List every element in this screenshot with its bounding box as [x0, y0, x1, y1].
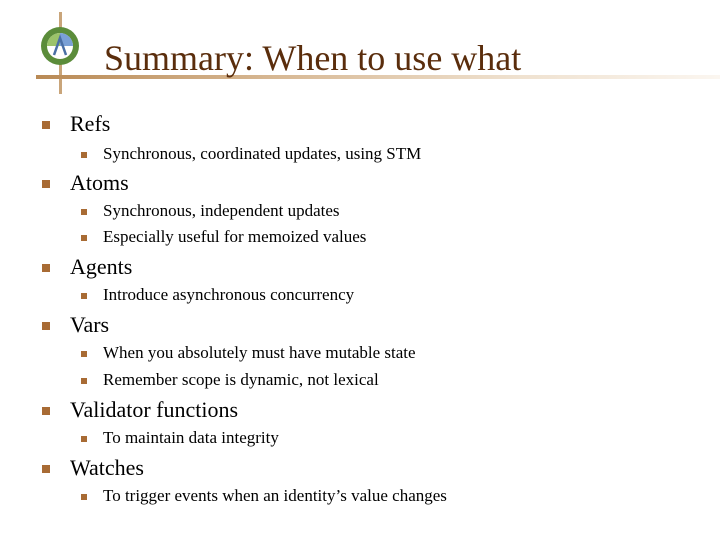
bullet-marker	[42, 322, 50, 330]
bullet-item-agents: Agents	[70, 254, 133, 279]
sub-bullet-marker	[81, 436, 87, 442]
sub-bullet-marker	[81, 378, 87, 384]
slide-title: Summary: When to use what	[104, 38, 522, 78]
bullet-item-vars: Vars	[70, 312, 110, 337]
sub-bullet-marker	[81, 293, 87, 299]
sub-bullet-marker	[81, 209, 87, 215]
bullet-marker	[42, 121, 50, 129]
sub-bullet-item: Introduce asynchronous concurrency	[103, 285, 355, 304]
bullet-item-refs: Refs	[70, 111, 111, 136]
sub-bullet-item: To trigger events when an identity’s value changes	[103, 486, 447, 505]
bullet-item-watches: Watches	[70, 455, 144, 480]
sub-bullet-item: Remember scope is dynamic, not lexical	[103, 370, 379, 389]
sub-bullet-item: Especially useful for memoized values	[103, 227, 367, 246]
sub-bullet-item: Synchronous, coordinated updates, using STM	[103, 144, 422, 163]
sub-bullet-item: Synchronous, independent updates	[103, 201, 340, 220]
sub-bullet-marker	[81, 152, 87, 158]
sub-bullet-item: To maintain data integrity	[103, 428, 279, 447]
sub-bullet-item: When you absolutely must have mutable state	[103, 343, 416, 362]
sub-bullet-marker	[81, 235, 87, 241]
bullet-marker	[42, 264, 50, 272]
bullet-marker	[42, 465, 50, 473]
bullet-item-atoms: Atoms	[70, 170, 129, 195]
bullet-item-validator-functions: Validator functions	[70, 397, 239, 422]
sub-bullet-marker	[81, 494, 87, 500]
bullet-marker	[42, 180, 50, 188]
bullet-marker	[42, 407, 50, 415]
sub-bullet-marker	[81, 351, 87, 357]
